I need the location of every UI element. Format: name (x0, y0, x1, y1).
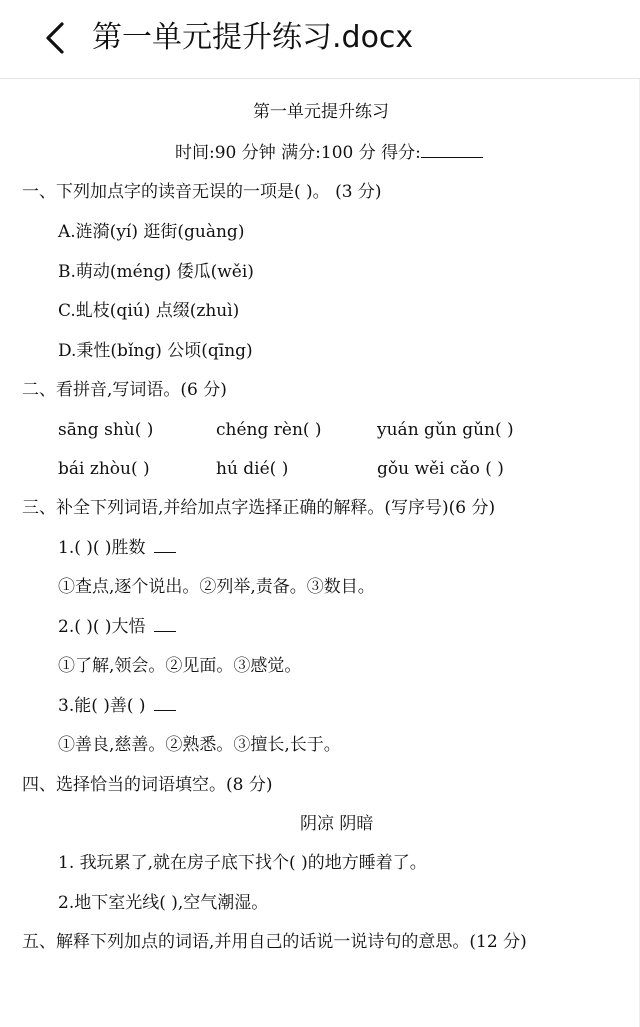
pinyin-item: bái zhòu( ) (58, 459, 150, 479)
chevron-left-icon (38, 18, 78, 58)
answer-blank[interactable] (154, 617, 176, 632)
document-title: 第一单元提升练习.docx (92, 20, 414, 55)
top-app-bar (0, 0, 640, 79)
question-3-item-3 (58, 694, 176, 718)
document-page (0, 79, 640, 1027)
question-5-stem: 五、解释下列加点的词语,并用自己的话说一说诗句的意思。(12 分) (22, 932, 527, 952)
pinyin-item: gǒu wěi cǎo ( ) (377, 459, 504, 479)
score-blank[interactable] (421, 141, 483, 158)
item-text: 1.( )( )胜数 (58, 538, 146, 558)
question-3-options-1: ①查点,逐个说出。②列举,责备。③数目。 (58, 577, 375, 597)
item-text: 2.( )( )大悟 (58, 617, 146, 637)
word-choices: 阴凉 阴暗 (300, 814, 374, 834)
question-1-option-a: A.涟漪(yí) 逛街(guàng) (58, 222, 245, 242)
question-4-sentence-1: 1. 我玩累了,就在房子底下找个( )的地方睡着了。 (58, 853, 427, 873)
question-1-option-c: C.虬枝(qiú) 点缀(zhuì) (58, 301, 240, 321)
back-button[interactable] (38, 18, 78, 58)
question-2-stem: 二、看拼音,写词语。(6 分) (22, 380, 227, 400)
pinyin-item: chéng rèn( ) (216, 420, 322, 440)
page-heading: 第一单元提升练习 (253, 102, 389, 122)
question-3-item-2 (58, 615, 176, 639)
pinyin-item: sāng shù( ) (58, 420, 154, 440)
question-3-stem: 三、补全下列词语,并给加点字选择正确的解释。(写序号)(6 分) (22, 498, 496, 518)
question-1-stem: 一、下列加点字的读音无误的一项是( )。 (3 分) (22, 182, 382, 202)
question-4-stem: 四、选择恰当的词语填空。(8 分) (22, 775, 273, 795)
answer-blank[interactable] (154, 538, 176, 553)
item-text: 3.能( )善( ) (58, 696, 146, 716)
question-3-options-3: ①善良,慈善。②熟悉。③擅长,长于。 (58, 735, 341, 755)
exam-info-text: 时间:90 分钟 满分:100 分 得分: (175, 143, 421, 163)
question-1-option-d: D.秉性(bǐng) 公顷(qīng) (58, 341, 253, 361)
question-3-item-1 (58, 536, 176, 560)
question-3-options-2: ①了解,领会。②见面。③感觉。 (58, 656, 302, 676)
exam-info (175, 141, 483, 165)
pinyin-item: hú dié( ) (216, 459, 289, 479)
answer-blank[interactable] (154, 696, 176, 711)
question-1-option-b: B.萌动(méng) 倭瓜(wěi) (58, 262, 254, 282)
question-4-sentence-2: 2.地下室光线( ),空气潮湿。 (58, 893, 269, 913)
pinyin-item: yuán gǔn gǔn( ) (377, 420, 514, 440)
